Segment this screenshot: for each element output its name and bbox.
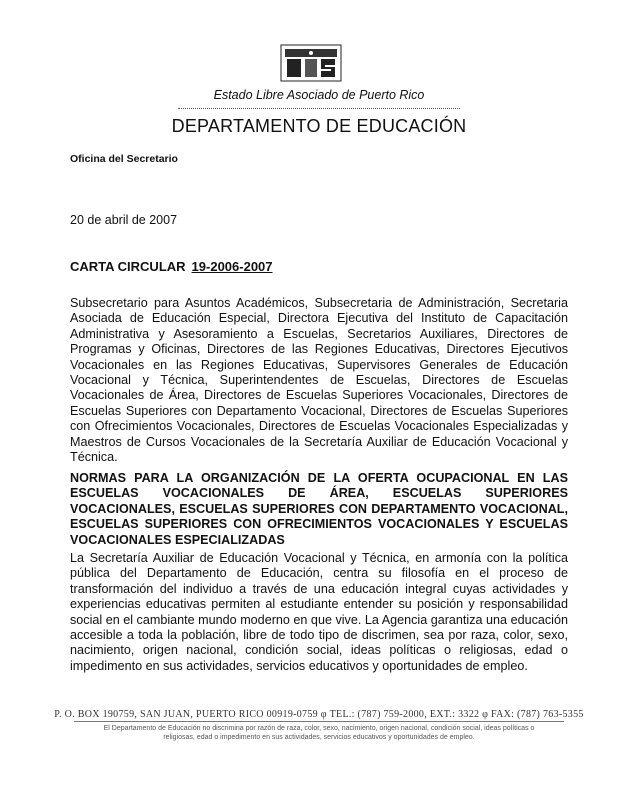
circular-number: 19-2006-2007 [191,259,273,274]
body-paragraph: La Secretaría Auxiliar de Educación Vocacional y Técnica, en armonía con la política pública del Departamento de Educación, centra su filosofía en el proceso de transformación del individuo a través de una educación integral cuyas actividades y experiencias educativas permiten al estudiante entender su posición y responsabilidad social en el cambiante mundo moderno en que vive. La Agencia garantiza una educación accesible a toda la población, libre de todo tipo de discrimen, sea por raza, color, sexo, nacimiento, origen nacional, condición social, ideas políticas o religiosas, edad o impedimento en sus actividades, servicios educativos y oportunidades de empleo. [70,551,568,673]
agency-name: Estado Libre Asociado de Puerto Rico [213,88,425,102]
header-divider [178,108,460,109]
circular-heading [70,259,273,274]
department-seal-logo [279,43,343,83]
addressees-paragraph: Subsecretario para Asuntos Académicos, Subsecretaria de Administración, Secretaria Asociada de Educación Especial, Directora Ejecutiva del Instituto de Capacitación Administrativa y Asesoramiento a Escuelas, Secretarios Auxiliares, Directores de Programas y Oficinas, Directores de las Regiones Educativas, Directores Ejecutivos Vocacionales en las Regiones Educativas, Supervisores Generales de Educación Vocacional y Técnica, Superintendentes de Escuelas, Directores de Escuelas Vocacionales de Área, Directores de Escuelas Superiores Vocacionales, Directores de Escuelas Superiores con Departamento Vocacional, Directores de Escuelas Superiores con Ofrecimientos Vocacionales, Directores de Escuelas Vocacionales Especializadas y Maestros de Cursos Vocacionales de la Secretaría Auxiliar de Educación Vocacional y Técnica. [70,296,568,465]
footer-address: P. O. BOX 190759, SAN JUAN, PUERTO RICO 00919-0759 φ TEL.: (787) 759-2000, EXT.: 3322 φ FAX: (787) 763-5355 [54,709,584,720]
footer [0,709,638,742]
subject-heading: NORMAS PARA LA ORGANIZACIÓN DE LA OFERTA OCUPACIONAL EN LAS ESCUELAS VOCACIONALES DE ÁREA, ESCUELAS SUPERIORES VOCACIONALES, ESCUELAS SUPERIORES CON DEPARTAMENTO VOCACIONAL, ESCUELAS SUPERIORES CON OFRECIMIENTOS VOCACIONALES Y ESCUELAS VOCACIONALES ESPECIALIZADAS [70,471,568,547]
footer-divider [74,721,564,722]
letter-date: 20 de abril de 2007 [70,213,178,227]
department-title: DEPARTAMENTO DE EDUCACIÓN [171,116,467,136]
footer-notice: El Departamento de Educación no discrimina por razón de raza, color, sexo, nacimiento, origen nacional, condición social, ideas políticas o religiosas, edad o impedimento en sus actividades, servicios educativos y oportunidades de empleo. [103,725,535,741]
circular-label: CARTA CIRCULAR [70,259,186,274]
office-name: Oficina del Secretario [70,153,178,165]
